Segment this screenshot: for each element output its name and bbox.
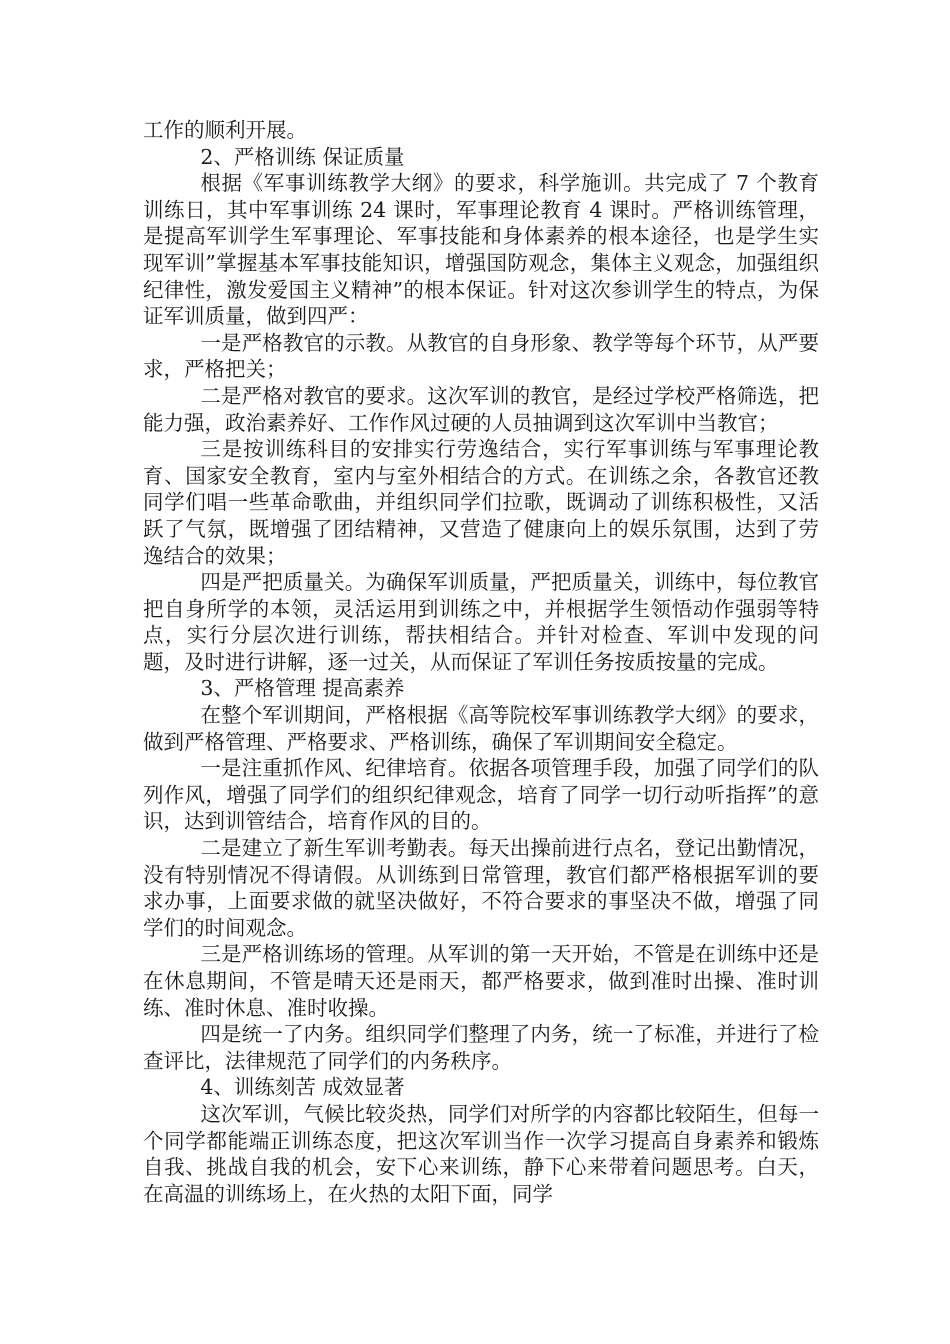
section-heading-3: 3、严格管理 提高素养 (200, 676, 405, 701)
paragraph: 四是严把质量关。为确保军训质量，严把质量关，训练中，每位教官把自身所学的本领，灵活运用到训练之中，并根据学生领悟动作强弱等特点，实行分层次进行训练，帮扶相结合。并针对检查、军训中发现的问题，及时进行讲解，逐一过关，从而保证了军训任务按质按量的完成。 (143, 570, 819, 674)
paragraph: 三是严格训练场的管理。从军训的第一天开始，不管是在训练中还是在休息期间，不管是晴天还是雨天，都严格要求，做到准时出操、准时训练、准时休息、准时收操。 (143, 942, 819, 1020)
paragraph: 一是注重抓作风、纪律培育。依据各项管理手段，加强了同学们的队列作风，增强了同学们的组织纪律观念，培育了同学一切行动听指挥”的意识，达到训管结合，培育作风的目的。 (143, 756, 819, 834)
paragraph: 在整个军训期间，严格根据《高等院校军事训练教学大纲》的要求，做到严格管理、严格要求、严格训练，确保了军训期间安全稳定。 (143, 703, 819, 754)
paragraph: 二是严格对教官的要求。这次军训的教官，是经过学校严格筛选，把能力强，政治素养好、工作作风过硬的人员抽调到这次军训中当教官； (143, 383, 819, 435)
section-heading-4: 4、训练刻苦 成效显著 (200, 1075, 405, 1100)
paragraph: 这次军训，气候比较炎热，同学们对所学的内容都比较陌生，但每一个同学都能端正训练态度，把这次军训当作一次学习提高自身素养和锻炼自我、挑战自我的机会，安下心来训练，静下心来带着问题思考。白天，在高温的训练场上，在火热的太阳下面，同学 (143, 1101, 819, 1206)
section-heading-2: 2、严格训练 保证质量 (200, 144, 405, 169)
paragraph: 三是按训练科目的安排实行劳逸结合，实行军事训练与军事理论教育、国家安全教育，室内与室外相结合的方式。在训练之余，各教官还教同学们唱一些革命歌曲，并组织同学们拉歌，既调动了训练积极性，又活跃了气氛，既增强了团结精神，又营造了健康向上的娱乐氛围，达到了劳逸结合的效果； (143, 437, 819, 568)
paragraph: 一是严格教官的示教。从教官的自身形象、教学等每个环节，从严要求，严格把关； (143, 330, 819, 382)
paragraph: 二是建立了新生军训考勤表。每天出操前进行点名，登记出勤情况，没有特别情况不得请假。从训练到日常管理，教官们都严格根据军训的要求办事，上面要求做的就坚决做好，不符合要求的事坚决不做，增强了同学们的时间观念。 (143, 836, 819, 940)
document-body (143, 117, 819, 1207)
paragraph: 根据《军事训练教学大纲》的要求，科学施训。共完成了 7 个教育训练日，其中军事训练 24 课时，军事理论教育 4 课时。严格训练管理，是提高军训学生军事理论、军事技能和身体素养的根本途径，也是学生实现军训”掌握基本军事技能知识，增强国防观念，集体主义观念，加强组织纪律性，激发爱国主义精神”的根本保证。针对这次参训学生的特点，为保证军训质量，做到四严： (143, 171, 819, 329)
paragraph-continuation: 工作的顺利开展。 (143, 118, 307, 142)
paragraph: 四是统一了内务。组织同学们整理了内务，统一了标准，并进行了检查评比，法律规范了同学们的内务秩序。 (143, 1022, 819, 1073)
